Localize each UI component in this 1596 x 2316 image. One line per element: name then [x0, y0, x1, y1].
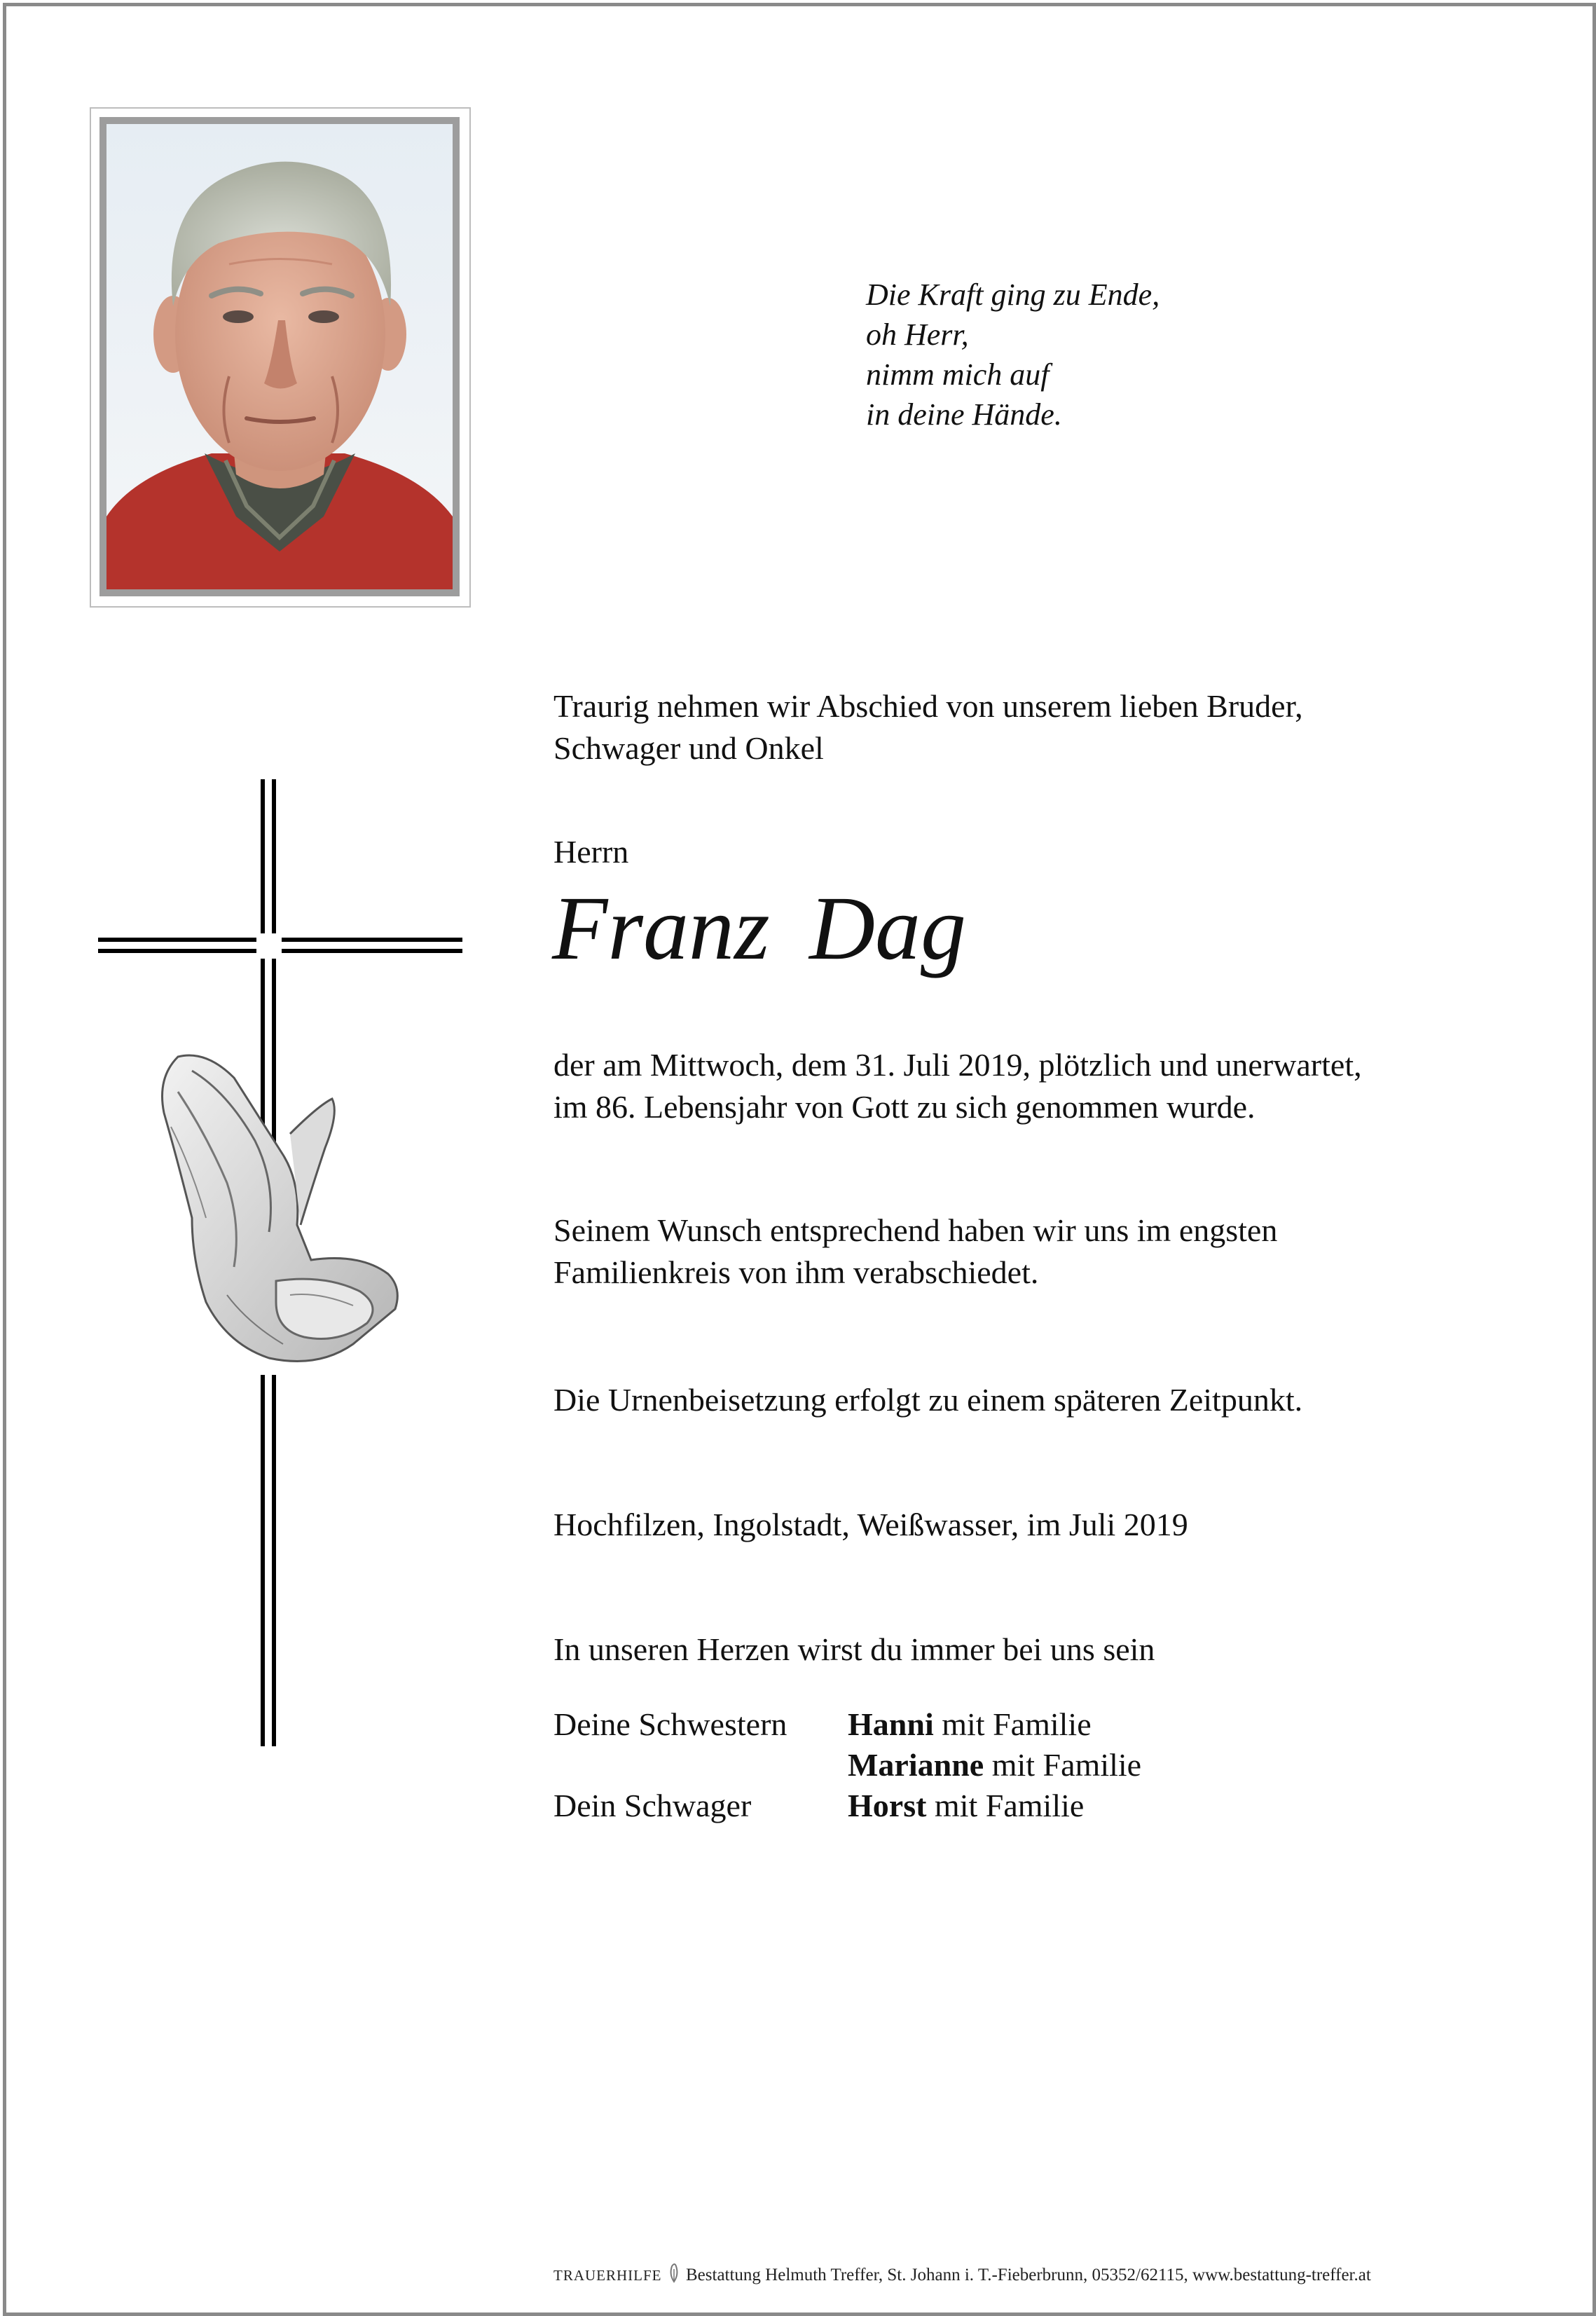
mourner-name: Hanni [848, 1706, 934, 1742]
place-date: Hochfilzen, Ingolstadt, Weißwasser, im Juli 2019 [553, 1507, 1188, 1542]
intro-text [553, 685, 1303, 769]
farewell-line: Seinem Wunsch entsprechend haben wir uns im engsten [553, 1212, 1278, 1248]
footer-brand: TRAUERHILFE [553, 2267, 662, 2284]
mourner-suffix: mit Familie [926, 1788, 1085, 1823]
farewell-text [553, 1210, 1277, 1294]
details-line: im 86. Lebensjahr von Gott zu sich genommen wurde. [553, 1089, 1256, 1125]
mourner-name: Horst [848, 1788, 927, 1823]
praying-hands-icon [150, 1050, 409, 1372]
motto-line: oh Herr, [866, 317, 969, 352]
mourner-relation: Deine Schwestern [553, 1706, 787, 1742]
details-line: der am Mittwoch, dem 31. Juli 2019, plötzlich und unerwartet, [553, 1047, 1362, 1083]
mourner-name: Marianne [848, 1747, 984, 1783]
portrait-photo [106, 124, 453, 589]
urn-notice: Die Urnenbeisetzung erfolgt zu einem späteren Zeitpunkt. [553, 1382, 1303, 1418]
salutation: Herrn [553, 834, 629, 870]
motto-verse [866, 275, 1160, 434]
mourner-entry [848, 1704, 1092, 1745]
closing-line: In unseren Herzen wirst du immer bei uns sein [553, 1631, 1155, 1667]
mourner-relation: Dein Schwager [553, 1788, 752, 1823]
mourner-suffix: mit Familie [933, 1706, 1092, 1742]
mourner-suffix: mit Familie [984, 1747, 1142, 1783]
intro-line: Traurig nehmen wir Abschied von unserem lieben Bruder, [553, 688, 1303, 724]
motto-line: nimm mich auf [866, 357, 1050, 392]
motto-line: in deine Hände. [866, 397, 1062, 432]
intro-line: Schwager und Onkel [553, 730, 824, 766]
mourner-entry [848, 1786, 1084, 1826]
mourner-entry [848, 1745, 1141, 1786]
portrait-mat [99, 117, 460, 596]
death-details [553, 1044, 1362, 1128]
farewell-line: Familienkreis von ihm verabschiedet. [553, 1254, 1039, 1290]
trauerhilfe-leaf-icon [666, 2266, 686, 2284]
deceased-name: Franz Dag [552, 878, 966, 979]
footer [553, 2262, 1371, 2285]
portrait-frame [90, 107, 471, 608]
motto-line: Die Kraft ging zu Ende, [866, 277, 1160, 312]
footer-text: Bestattung Helmuth Treffer, St. Johann i. T.-Fieberbrunn, 05352/62115, www.bestattung-treffer.at [686, 2266, 1371, 2284]
